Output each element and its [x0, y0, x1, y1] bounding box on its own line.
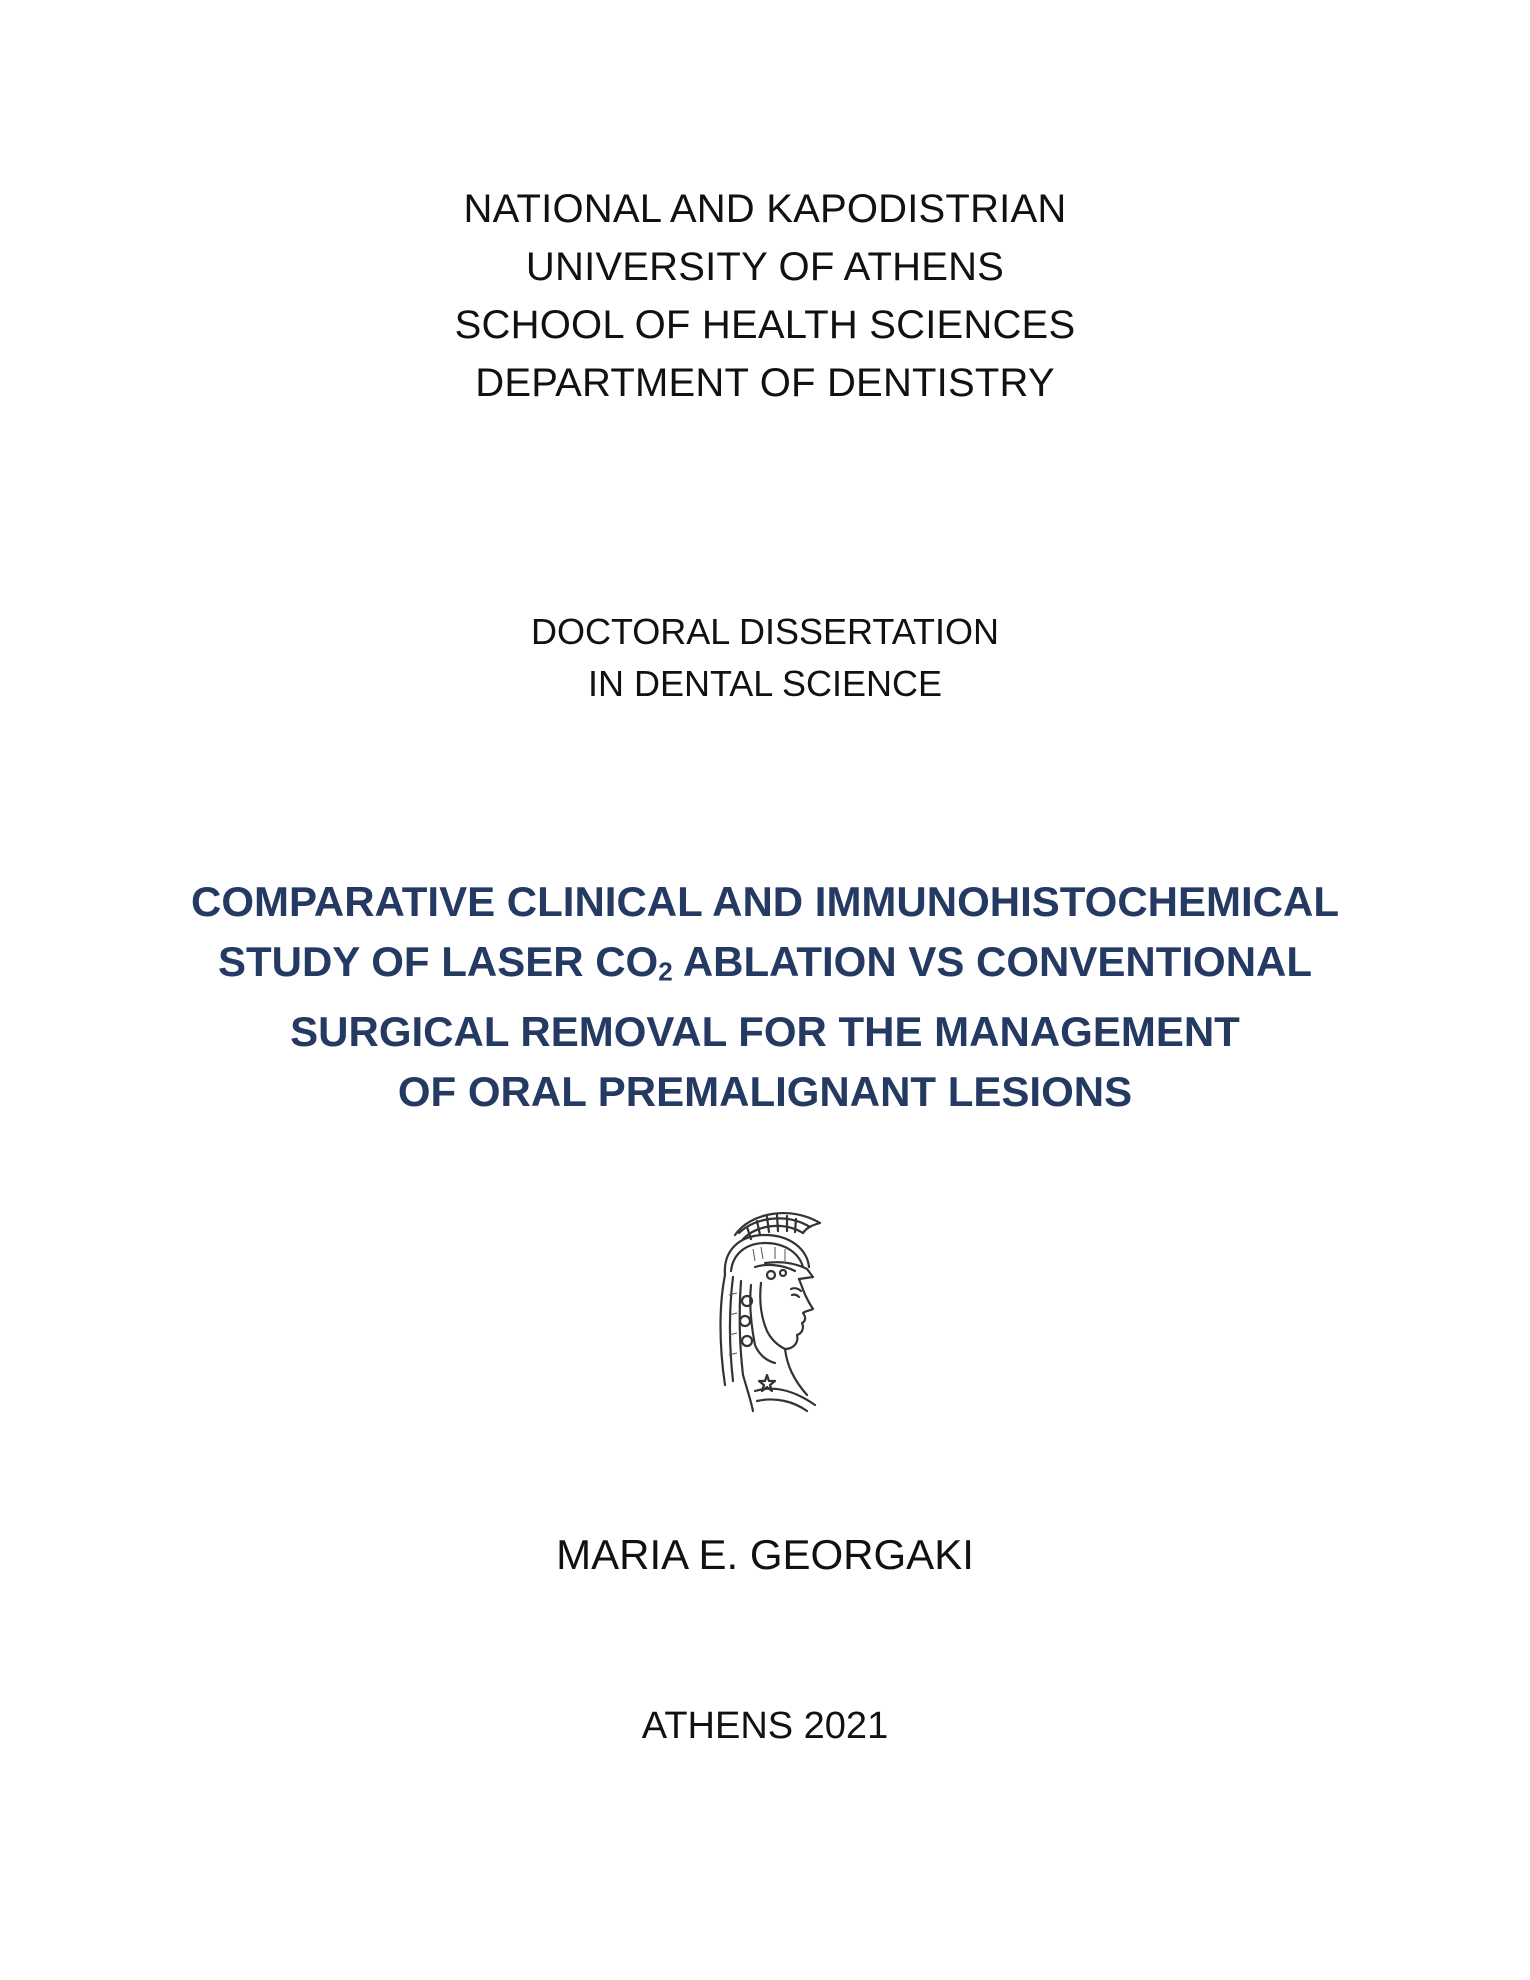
dissertation-type-line: IN DENTAL SCIENCE: [587, 663, 943, 704]
institution-line: DEPARTMENT OF DENTISTRY: [475, 361, 1055, 405]
title-line-part: STUDY OF LASER CO: [217, 938, 659, 985]
university-emblem: [0, 1205, 1530, 1415]
institution-line: SCHOOL OF HEALTH SCIENCES: [454, 303, 1076, 347]
institution-heading: [0, 180, 1530, 412]
title-line: COMPARATIVE CLINICAL AND IMMUNOHISTOCHEMICAL: [191, 878, 1339, 925]
dissertation-type-line: DOCTORAL DISSERTATION: [530, 611, 1000, 652]
institution-line: NATIONAL AND KAPODISTRIAN: [463, 187, 1067, 231]
title-line: SURGICAL REMOVAL FOR THE MANAGEMENT: [290, 1007, 1240, 1055]
author-name: MARIA E. GEORGAKI: [556, 1531, 974, 1578]
title-line-part: ABLATION VS CONVENTIONAL: [672, 938, 1313, 985]
title-line: [0, 932, 1530, 1002]
institution-line: UNIVERSITY OF ATHENS: [525, 245, 1005, 289]
dissertation-title: [0, 872, 1530, 1122]
athena-helmet-emblem-icon: [695, 1205, 835, 1415]
subscript-two: 2: [658, 956, 673, 987]
title-line: OF ORAL PREMALIGNANT LESIONS: [397, 1067, 1133, 1115]
dissertation-type: [0, 606, 1530, 710]
place-year: ATHENS 2021: [641, 1705, 889, 1747]
